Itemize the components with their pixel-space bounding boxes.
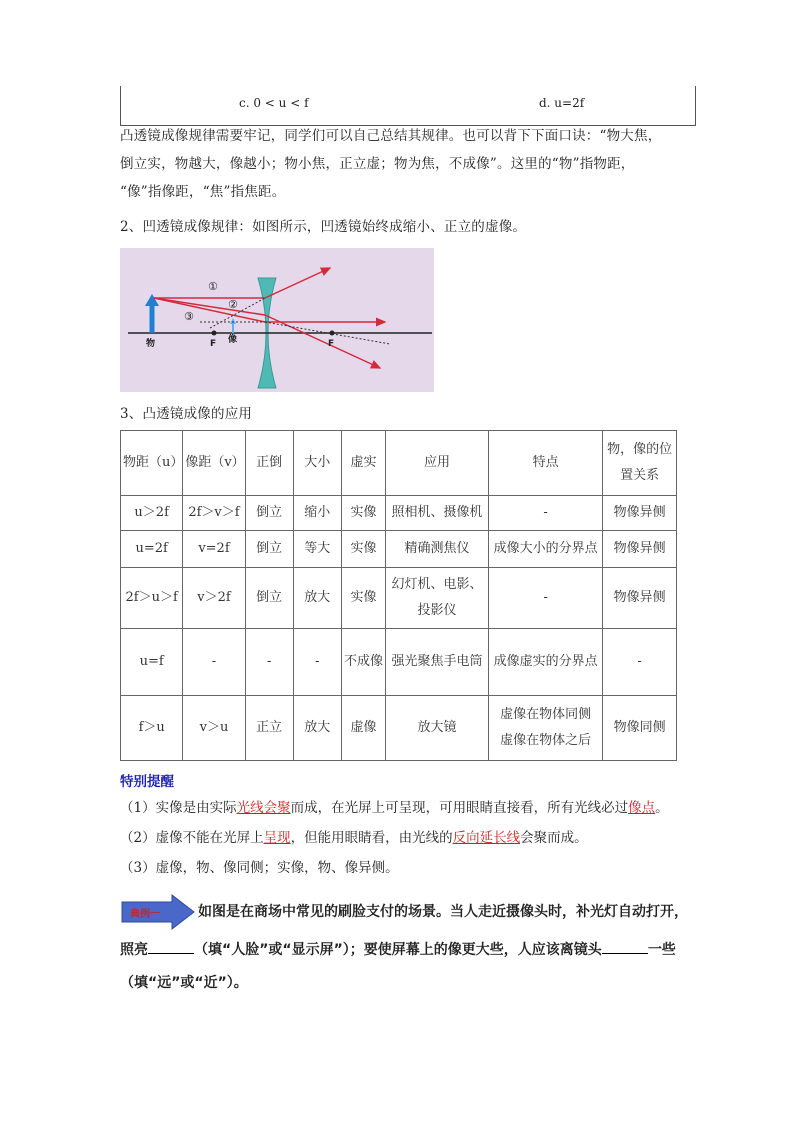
table-row (121, 696, 677, 761)
table-cell: 正立 (245, 696, 293, 761)
table-header-cell: 特点 (489, 431, 603, 496)
table-cell: 实像 (341, 568, 385, 629)
highlight-reverse-extension: 反向延长线 (452, 830, 521, 846)
table-cell: 倒立 (245, 496, 293, 531)
table-cell: 2f＞u＞f (121, 568, 183, 629)
options-table-row (120, 86, 696, 126)
table-row (121, 531, 677, 568)
table-cell: v＞2f (183, 568, 245, 629)
table-cell: v＞u (183, 696, 245, 761)
convex-lens-application-table (120, 430, 677, 761)
table-cell: 放大 (293, 568, 341, 629)
table-cell: 等大 (293, 531, 341, 568)
table-cell: 物像异侧 (603, 531, 677, 568)
table-header-cell: 正倒 (245, 431, 293, 496)
table-cell: - (245, 629, 293, 696)
tip-3: （3）虚像，物、像同侧；实像，物、像异侧。 (120, 860, 399, 876)
table-header-cell: 像距（v） (183, 431, 245, 496)
example-line-2: 照亮 （填“人脸”或“显示屏”）；要使屏幕上的像更大些，人应该离镜头 一些 (120, 932, 720, 968)
example-question (120, 892, 720, 998)
table-cell: 2f＞v＞f (183, 496, 245, 531)
table-cell: f＞u (121, 696, 183, 761)
table-header-cell: 物，像的位置关系 (603, 431, 677, 496)
table-header-cell: 虚实 (341, 431, 385, 496)
table-cell: - (489, 496, 603, 531)
table-cell: 虚像 (341, 696, 385, 761)
table-cell: u=f (121, 629, 183, 696)
table-cell: 照相机、摄像机 (386, 496, 489, 531)
answer-blank-2[interactable] (602, 939, 648, 954)
ray-label-3: ③ (184, 310, 194, 323)
ray-label-1: ① (208, 280, 218, 293)
tips-title: 特别提醒 (120, 774, 174, 790)
application-heading: 3、凸透镜成像的应用 (120, 406, 253, 422)
table-cell: 倒立 (245, 568, 293, 629)
example-line-3: （填“远”或“近”）。 (120, 975, 248, 991)
table-cell: 缩小 (293, 496, 341, 531)
table-header-cell: 大小 (293, 431, 341, 496)
table-cell: 物像异侧 (603, 496, 677, 531)
table-cell: - (489, 568, 603, 629)
table-cell: 虚像在物体同侧 虚像在物体之后 (489, 696, 603, 761)
concave-lens-diagram (120, 248, 434, 392)
table-cell: - (293, 629, 341, 696)
table-cell: 不成像 (341, 629, 385, 696)
table-cell: 倒立 (245, 531, 293, 568)
table-header-row (121, 431, 677, 496)
option-c: c. 0 < u < f (239, 96, 309, 110)
example-badge-label: 典例一 (130, 909, 160, 920)
table-cell: 实像 (341, 496, 385, 531)
ray-label-2: ② (228, 298, 238, 311)
image-label: 像 (228, 335, 238, 345)
answer-blank-1[interactable] (148, 939, 194, 954)
table-cell: v=2f (183, 531, 245, 568)
intro-paragraph (120, 122, 710, 206)
table-cell: 幻灯机、电影、投影仪 (386, 568, 489, 629)
intro-line-3: “像”指像距，“焦”指焦距。 (120, 184, 286, 200)
tip-1: （1）实像是由实际光线会聚而成，在光屏上可呈现，可用眼睛直接看，所有光线必过像点。 (120, 800, 669, 816)
table-row (121, 496, 677, 531)
table-cell: 放大镜 (386, 696, 489, 761)
table-cell: 物像异侧 (603, 568, 677, 629)
table-header-cell: 应用 (386, 431, 489, 496)
option-d: d. u=2f (539, 96, 585, 110)
table-cell: - (183, 629, 245, 696)
highlight-image-point: 像点 (628, 800, 656, 816)
table-cell: 放大 (293, 696, 341, 761)
highlight-appear: 呈现 (263, 830, 291, 846)
concave-heading: 2、凹透镜成像规律：如图所示，凹透镜始终成缩小、正立的虚像。 (120, 219, 527, 235)
table-cell: u=2f (121, 531, 183, 568)
table-cell: 精确测焦仪 (386, 531, 489, 568)
intro-line-2: 倒立实，物越大，像越小；物小焦，正立虚；物为焦，不成像”。这里的“物”指物距， (120, 156, 635, 172)
table-cell: 实像 (341, 531, 385, 568)
diagram-svg (120, 248, 434, 392)
highlight-light-converge: 光线会聚 (236, 800, 291, 816)
example-line-1: 如图是在商场中常见的刷脸支付的场景。当人走近摄像头时，补光灯自动打开， (198, 904, 688, 920)
table-cell: 成像虚实的分界点 (489, 629, 603, 696)
table-row (121, 629, 677, 696)
table-header-cell: 物距（u） (121, 431, 183, 496)
table-cell: 强光聚焦手电筒 (386, 629, 489, 696)
table-cell: u＞2f (121, 496, 183, 531)
table-row (121, 568, 677, 629)
intro-line-1: 凸透镜成像规律需要牢记，同学们可以自己总结其规律。也可以背下下面口诀：“物大焦， (120, 128, 662, 144)
focal-label-right: F (328, 339, 335, 349)
table-cell: - (603, 629, 677, 696)
table-cell: 物像同侧 (603, 696, 677, 761)
focal-label-left: F (210, 339, 217, 349)
object-label: 物 (146, 339, 156, 349)
table-cell: 成像大小的分界点 (489, 531, 603, 568)
tip-2: （2）虚像不能在光屏上呈现，但能用眼睛看，由光线的反向延长线会聚而成。 (120, 830, 588, 846)
